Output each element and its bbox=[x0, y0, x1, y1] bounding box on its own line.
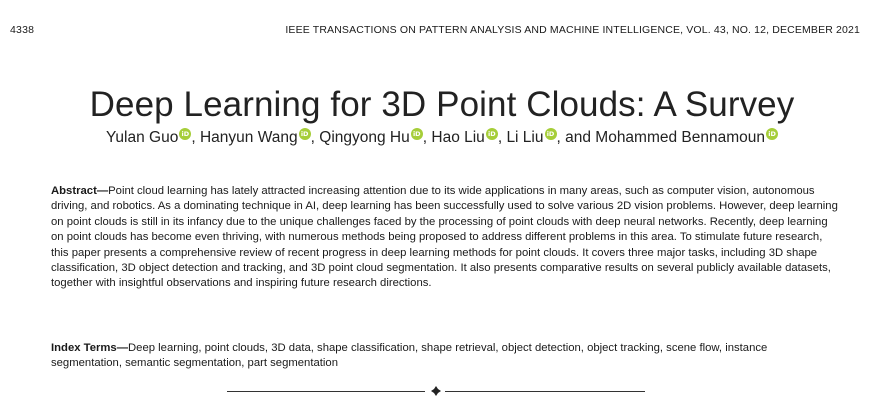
abstract-dash: — bbox=[96, 185, 109, 197]
index-terms-dash: — bbox=[116, 342, 129, 354]
author-list bbox=[0, 128, 884, 147]
abstract-label: Abstract bbox=[51, 185, 97, 197]
diamond-icon bbox=[431, 386, 441, 396]
orcid-icon[interactable]: iD bbox=[545, 128, 557, 140]
paper-title: Deep Learning for 3D Point Clouds: A Survey bbox=[89, 85, 795, 125]
author-name[interactable]: Mohammed Bennamoun bbox=[595, 129, 766, 146]
page-number: 4338 bbox=[10, 24, 35, 36]
author-separator: , and bbox=[556, 129, 596, 146]
divider-left bbox=[227, 391, 425, 392]
index-terms-label: Index Terms bbox=[51, 342, 117, 354]
author-name[interactable]: Hao Liu bbox=[431, 129, 485, 146]
orcid-icon[interactable]: iD bbox=[486, 128, 498, 140]
author-separator: , bbox=[422, 129, 432, 146]
orcid-icon[interactable]: iD bbox=[179, 128, 191, 140]
author-name[interactable]: Qingyong Hu bbox=[319, 129, 410, 146]
orcid-icon[interactable]: iD bbox=[766, 128, 778, 140]
index-terms bbox=[51, 341, 841, 372]
author-name[interactable]: Li Liu bbox=[506, 129, 544, 146]
author-name[interactable]: Hanyun Wang bbox=[199, 129, 298, 146]
author-separator: , bbox=[497, 129, 507, 146]
abstract bbox=[51, 184, 841, 292]
abstract-text: Point cloud learning has lately attracted increasing attention due to its wide applications in many areas, such as computer vision, autonomous driving, and robotics. As a dominating technique in AI, deep learning has been successfully used to solve various 2D vision problems. However, deep learning on point clouds is still in its infancy due to the unique challenges faced by the processing of point clouds with deep neural networks. Recently, deep learning on point clouds has become even thriving, with numerous methods being proposed to address different problems in this area. To stimulate future research, this paper presents a comprehensive review of recent progress in deep learning methods for point clouds. It covers three major tasks, including 3D shape classification, 3D object detection and tracking, and 3D point cloud segmentation. It also presents comparative results on several publicly available datasets, together with insightful observations and inspiring future research directions. bbox=[51, 185, 838, 290]
divider-right bbox=[445, 391, 645, 392]
orcid-icon[interactable]: iD bbox=[411, 128, 423, 140]
orcid-icon[interactable]: iD bbox=[299, 128, 311, 140]
author-separator: , bbox=[191, 129, 200, 146]
index-terms-text: Deep learning, point clouds, 3D data, shape classification, shape retrieval, object detection, object tracking, scene flow, instance segmentation, semantic segmentation, part segmentation bbox=[51, 342, 768, 370]
author-name[interactable]: Yulan Guo bbox=[105, 129, 179, 146]
journal-header: IEEE TRANSACTIONS ON PATTERN ANALYSIS AND MACHINE INTELLIGENCE, VOL. 43, NO. 12, DECEMBER 2021 bbox=[285, 24, 860, 36]
author-separator: , bbox=[310, 129, 320, 146]
